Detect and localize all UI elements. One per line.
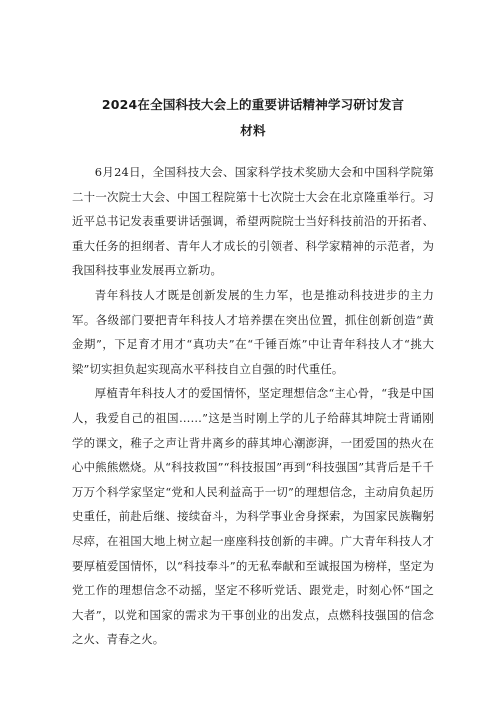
paragraph-2: 青年科技人才既是创新发展的生力军，也是推动科技进步的主力军。各级部门要把青年科技人才培养摆在突出位置，抓住创新创造“黄金期”，下足育才用才“真功夫”在“千锤百炼”中让青年科技人才“挑大梁”切实担负起实现高水平科技自立自强的时代重任。 (72, 287, 434, 376)
paragraph-1: 6月24日，全国科技大会、国家科学技术奖励大会和中国科学院第二十一次院士大会、中国工程院第十七次院士大会在北京隆重举行。习近平总书记发表重要讲话强调，希望两院院士当好科技前沿的开拓者、重大任务的担纲者、青年人才成长的引领者、科学家精神的示范者，为我国科技事业发展再立新功。 (72, 165, 434, 278)
document-body (72, 160, 434, 652)
title-line-1: 2024在全国科技大会上的重要讲话精神学习研讨发言 (101, 97, 405, 112)
paragraph-3: 厚植青年科技人才的爱国情怀，坚定理想信念“主心骨，“我是中国人，我爱自己的祖国……”这是当时刚上学的儿子给薛其坤院士背诵刚学的课文，稚子之声让背井离乡的薛其坤心潮澎湃，一团爱国的热火在心中熊熊燃烧。从“科技救国”“科技报国”再到“科技强国”其背后是千千万万个科学家坚定“党和人民利益高于一切”的理想信念，主动肩负起历史重任，前赴后继、接续奋斗，为科学事业舍身探索，为国家民族鞠躬尽瘁，在祖国大地上树立起一座座科技创新的丰碑。广大青年科技人才要厚植爱国情怀，以“科技奉斗”的无私奉献和至诚报国为榜样，坚定为党工作的理想信念不动摇，坚定不移听党话、跟党走，时刻心怀“国之大者”，以党和国家的需求为干事创业的出发点，点燃科技强国的信念之火、青春之火。 (72, 386, 434, 647)
document-title (72, 92, 434, 144)
title-line-2: 材料 (240, 123, 266, 138)
